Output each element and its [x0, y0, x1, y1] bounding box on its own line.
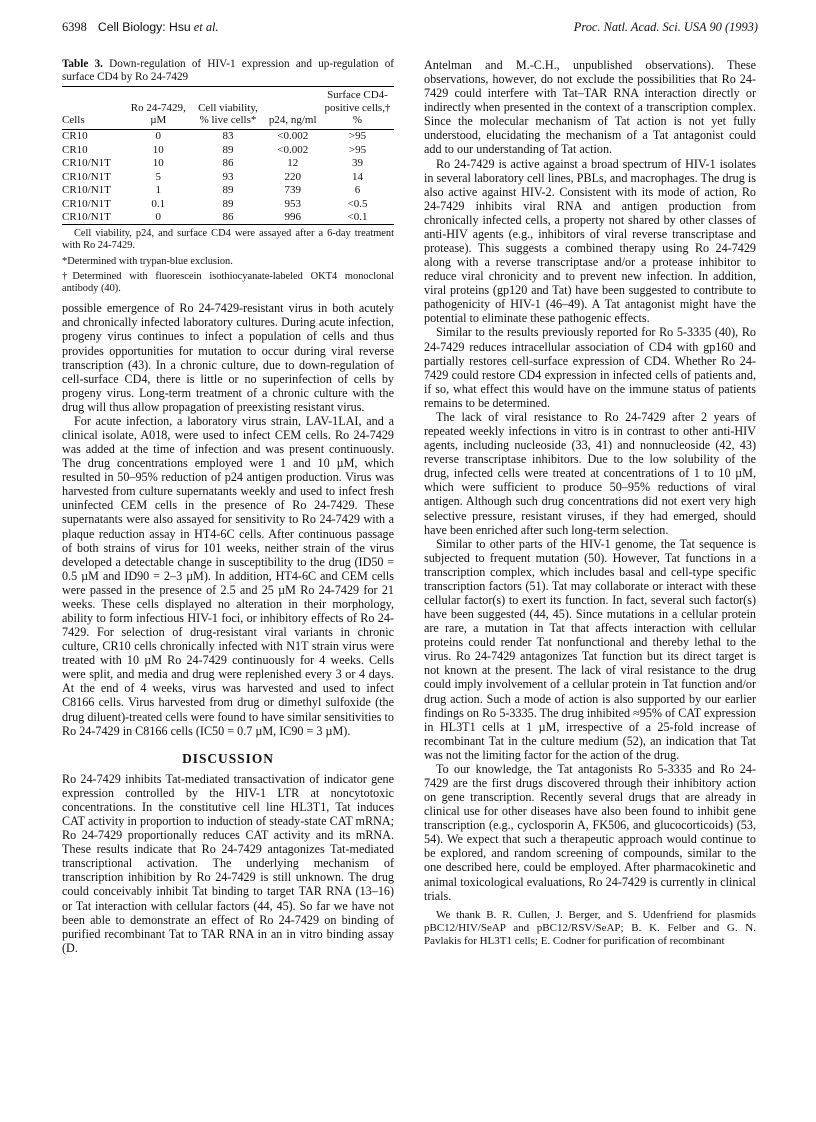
table-cell: 0 — [155, 130, 162, 143]
table-row — [62, 197, 394, 211]
body-paragraph: Ro 24-7429 inhibits Tat-mediated transactivation of indicator gene expression controlled by the HIV-1 LTR at noncytotoxic concentrations. In the constitutive cell line HL3T1, Tat induces CAT activity in proportion to induction of steady-state CAT mRNA; Ro 24-7429 proportionally reduces CAT activity and its mRNA. These results indicate that Ro 24-7429 antagonizes Tat-mediated transcriptional activation. The underlying mechanism of transcription inhibition by Ro 24-7429 is still unknown. The drug could conceivably inhibit Tat binding to target TAR RNA (13–16) or Tat interaction with cellular factors (44, 45). So far we have not been able to demonstrate an effect of Ro 24-7429 on binding of purified recombinant Tat to TAR RNA in an in vitro binding assay (D. — [62, 771, 394, 955]
table-cell: 89 — [222, 197, 234, 210]
table-cell: 86 — [191, 211, 264, 225]
table-cell: CR10 — [62, 130, 88, 143]
table-cell: 953 — [284, 197, 301, 210]
table-cell: 86 — [222, 157, 234, 170]
table-cell: 739 — [284, 184, 301, 197]
table-cell: 5 — [155, 170, 162, 183]
table-row — [62, 143, 394, 157]
table-cell: 83 — [222, 130, 234, 143]
table-cell: 12 — [287, 157, 299, 170]
journal-citation: Proc. Natl. Acad. Sci. USA 90 (1993) — [573, 20, 758, 34]
table-caption-label: Table 3. — [62, 58, 103, 70]
table-cell: 6 — [354, 184, 361, 197]
table-cell: CR10/N1T — [62, 184, 111, 197]
body-paragraph: Antelman and M.-C.H., unpublished observations). These observations, however, do not exclude the possibilities that Ro 24-7429 could interfere with Tat–TAR RNA interaction directly or indirectly when presented in the context of a transcription complex. Since the molecular mechanism of Tat action is not yet fully understood, elucidating the mechanism of a Tat antagonist could add to our understanding of Tat action. — [424, 58, 756, 157]
table-cell: 39 — [351, 157, 363, 170]
body-paragraph: The lack of viral resistance to Ro 24-7429 after 2 years of repeated weekly infections in vitro is in contrast to other anti-HIV agents, including nucleoside (33, 41) and nonnucleoside (42, 43) reverse transcriptase inhibitors. Due to the low solubility of the drug, infected cells were treated at concentrations of 1 to 10 µM, which were sufficient to produce 50–95% reductions of viral antigen. Although such drug concentrations did not exert very high selective pressure, resistant viruses, if they had emerged, should have been enriched after such long-term selection. — [424, 409, 756, 537]
table-3 — [62, 86, 394, 225]
section-title: Cell Biology: Hsu — [97, 20, 191, 34]
authors-suffix: et al. — [190, 20, 219, 34]
left-body-text — [62, 301, 394, 955]
table-cell: <0.002 — [277, 143, 309, 156]
table-cell: 0.1 — [151, 197, 166, 210]
body-paragraph: To our knowledge, the Tat antagonists Ro 5-3335 and Ro 24-7429 are the first drugs discovered through their inhibitory action on gene transcription. Recently several drugs that are already in clinical use for other diseases have also been found to inhibit gene transcription (e.g., cyclosporin A, FK506, and glucocorticoids) (53, 54). We expect that such a therapeutic approach would continue to be explored, and random screening of compounds, similar to the one described here, could be employed. After pharmacokinetic and animal toxicological evaluations, Ro 24-7429 is currently in clinical trials. — [424, 761, 756, 903]
table-cell: 996 — [265, 211, 321, 225]
table-cell: CR10/N1T — [62, 211, 125, 225]
table-cell: CR10/N1T — [62, 170, 111, 183]
acknowledgments: We thank B. R. Cullen, J. Berger, and S. Udenfriend for plasmids pBC12/HIV/SeAP and pBC12/RSV/SeAP; B. K. Felber and G. N. Pavlakis for HL3T1 cells; E. Codner for purification of recombinant — [424, 908, 756, 947]
col-header-concentration: Ro 24-7429, µM — [125, 87, 191, 130]
table-cell: CR10 — [62, 143, 88, 156]
table-cell: CR10/N1T — [62, 157, 111, 170]
table-cell: 10 — [152, 157, 164, 170]
table-row — [62, 157, 394, 171]
table-cell: 1 — [155, 184, 162, 197]
table-cell: <0.5 — [347, 197, 368, 210]
table-row — [62, 170, 394, 184]
body-paragraph: For acute infection, a laboratory virus strain, LAV-1LAI, and a clinical isolate, A018, were used to infect CEM cells. Ro 24-7429 was added at the time of infection and was present continuously. The drug concentrations employed were 1 and 10 µM, which resulted in 50–95% reduction of p24 antigen production. Virus was harvested from culture supernatants weekly and used to infect fresh uninfected CEM cells in the presence of Ro 24-7429. These supernatants were also assayed for sensitivity to Ro 24-7429 with a plaque reduction assay in HT4-6C cells. After continuous passage of both strains of virus for 101 weeks, neither strain of the virus developed a detectable change in susceptibility to the drug (ID50 = 0.5 µM and ID90 = 2–3 µM). In addition, HT4-6C and CEM cells were passed in the presence of 2.5 and 25 µM Ro 24-7429 for 21 weeks. These cells displayed no alteration in their morphology, ability to form infectious HIV-1 foci, or inhibitory effects of Ro 24-7429. For selection of drug-resistant viral variants in chronic culture, CR10 cells chronically infected with N1T strain virus were treated with 10 µM Ro 24-7429 continuously for 4 weeks. Cells were split, and media and drug were replenished every 3 or 4 days. At the end of 4 weeks, virus was harvested and used to infect C8166 cells. Virus harvested from drug or dimethyl sulfoxide (the drug diluent)-treated cells were found to have similar sensitivities to Ro 24-7429 in C8166 cells (IC50 = 0.7 µM, IC90 = 3 µM). — [62, 413, 394, 738]
table-footnote: †Determined with fluorescein isothiocyanate-labeled OKT4 monoclonal antibody (40). — [62, 270, 394, 295]
table-cell: CR10/N1T — [62, 197, 111, 210]
page-number: 6398 — [62, 20, 87, 34]
running-head-left — [62, 20, 219, 35]
table-cell: <0.002 — [277, 130, 309, 143]
table-cell: 93 — [222, 170, 234, 183]
table-cell: >95 — [348, 130, 367, 143]
table-cell: 14 — [351, 170, 363, 183]
table-row — [62, 184, 394, 198]
table-cell: >95 — [348, 143, 367, 156]
right-column — [424, 58, 756, 959]
col-header-viability: Cell viability, % live cells* — [191, 87, 264, 130]
col-header-cd4: Surface CD4-positive cells,† % — [321, 87, 394, 130]
table-cell: 89 — [222, 143, 234, 156]
page-header — [62, 20, 758, 40]
left-column — [62, 58, 394, 955]
table-cell: 0 — [125, 211, 191, 225]
table-caption — [62, 58, 394, 84]
table-footnote: Cell viability, p24, and surface CD4 were assayed after a 6-day treatment with Ro 24-7429. — [62, 228, 394, 252]
table-cell: 220 — [284, 170, 301, 183]
section-heading-discussion: DISCUSSION — [182, 750, 274, 766]
table-cell: 89 — [222, 184, 234, 197]
col-header-p24: p24, ng/ml — [265, 87, 321, 130]
body-paragraph: possible emergence of Ro 24-7429-resistant virus in both acutely and chronically infected laboratory cultures. During acute infection, progeny virus continues to infect a population of cells and thus provides opportunities for mutation to occur during viral reverse transcription (43). In a chronic culture, due to down-regulation of cell-surface CD4, there is little or no superinfection of cells by progeny virus. Long-term treatment of a chronic culture with the drug will thus allow propagation of preexisting resistant virus. — [62, 301, 394, 414]
body-paragraph: Similar to other parts of the HIV-1 genome, the Tat sequence is subjected to frequent mutation (50). However, Tat functions in a transcription complex, which includes basal and cell-type specific transcription factors (51). Tat may collaborate or interact with these cellular factor(s) to exert its function. In fact, several such factor(s) have been suggested (44, 45). Since mutations in a cellular protein are rare, a mutation in Tat that affects interaction with cellular proteins could render Tat nonfunctional and thereby lethal to the virus. Ro 24-7429 antagonizes Tat function but its direct target is not known at the present. The lack of viral resistance to the drug could imply involvement of a cellular protein in Tat function and/or drug action. Such a mode of action is also supported by our earlier findings on Ro 5-3335. The drug inhibited ≈95% of CAT expression in HL3T1 cells at 1 µM, irrespective of a 25-fold increase of recombinant Tat in the culture medium (52), an indication that Tat was not the limiting factor for the action of the drug. — [424, 536, 756, 762]
table-cell: <0.1 — [321, 211, 394, 225]
right-body-text — [424, 58, 756, 903]
col-header-cells: Cells — [62, 87, 125, 130]
table-row — [62, 129, 394, 143]
body-paragraph: Ro 24-7429 is active against a broad spectrum of HIV-1 isolates in several laboratory cell lines, PBLs, and macrophages. The drug is also active against HIV-2. Consistent with its mode of action, Ro 24-7429 inhibits viral RNA and antigen production from chronically infected cells, a property not shared by other classes of anti-HIV agents (e.g., inhibitors of viral reverse transcriptase and protease). This suggests a combined therapy using Ro 24-7429 along with a reverse transcriptase and/or a protease inhibitor to reduce viral chronicity and to prevent new infection. In addition, viral proteins (gp120 and Tat) have been suggested to contribute to pathogenicity of HIV-1 (46–49). A Tat antagonist might have the potential to eliminate these pathogenic effects. — [424, 156, 756, 326]
body-paragraph: Similar to the results previously reported for Ro 5-3335 (40), Ro 24-7429 reduces intracellular association of CD4 with gp160 and partially restores cell-surface expression of CD4. Whether Ro 24-7429 could restore CD4 expression in infected cells of patients and, if so, what effect this would have on the immune status of patients remains to be determined. — [424, 325, 756, 410]
table-row — [62, 211, 394, 225]
table-footnote: *Determined with trypan-blue exclusion. — [62, 255, 233, 267]
table-caption-text: Down-regulation of HIV-1 expression and up-regulation of surface CD4 by Ro 24-7429 — [62, 58, 395, 83]
table-cell: 10 — [152, 143, 164, 156]
